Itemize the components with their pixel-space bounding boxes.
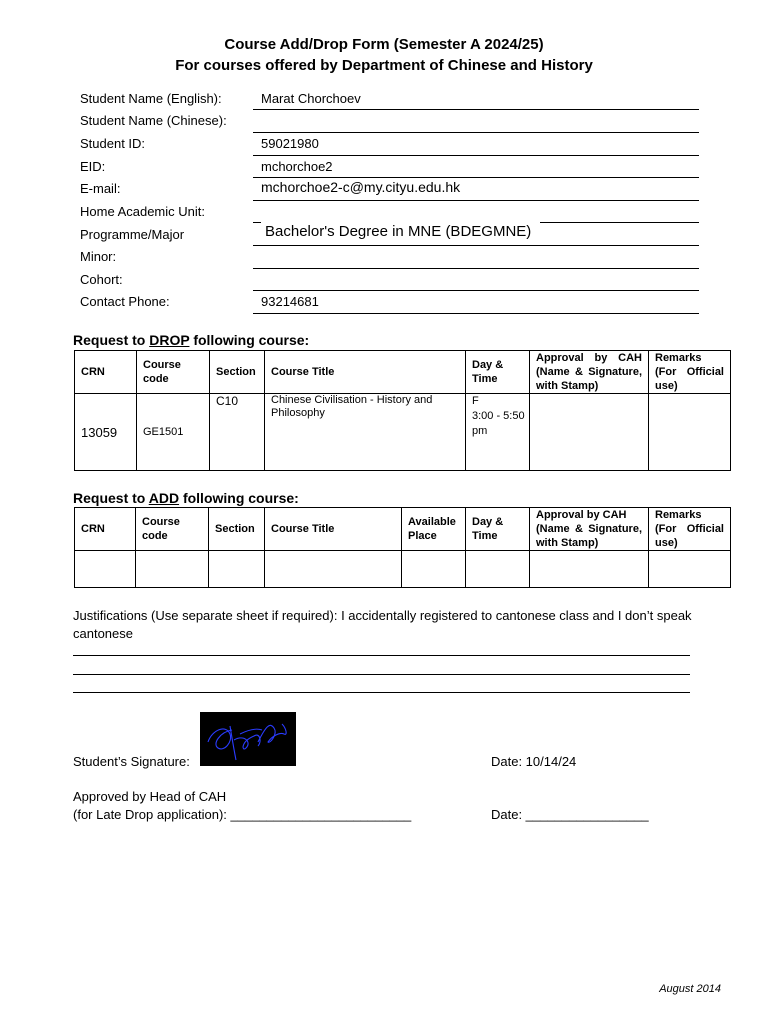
header-course-title: Course Title [265,351,466,394]
header-course-code: Course code [136,508,209,551]
cell-approval[interactable] [530,394,649,471]
header-approval: Approval by CAH (Name & Signature, with Stamp) [530,351,649,394]
signature-scribble-icon [200,712,296,766]
footer-date: August 2014 [659,983,721,995]
approval-line-2[interactable]: (for Late Drop application): _________________________ [73,807,412,822]
add-table [74,507,731,588]
field-line [253,245,699,246]
header-approval: Approval by CAH (Name & Signature, with Stamp) [530,508,649,551]
cell-day: F [472,395,479,407]
table-row [75,394,731,471]
header-remarks: Remarks (For Official use) [649,351,731,394]
label-student-name-chinese: Student Name (Chinese): [80,113,227,128]
header-day-time: Day & Time [466,351,530,394]
header-section: Section [209,508,265,551]
cell-course-title[interactable] [265,551,402,588]
label-student-name-english: Student Name (English): [80,91,222,106]
student-signature-label: Student’s Signature: [73,754,190,769]
approval-date[interactable]: Date: _________________ [491,807,649,822]
form-subtitle: For courses offered by Department of Chinese and History [175,57,593,74]
field-line [253,177,699,178]
signature-date[interactable]: Date: 10/14/24 [491,754,577,769]
approval-line-1: Approved by Head of CAH [73,789,227,804]
label-minor: Minor: [80,249,117,264]
label-student-id: Student ID: [80,136,146,151]
label-email: E-mail: [80,181,121,196]
cell-available-place[interactable] [402,551,466,588]
drop-table [74,350,731,471]
header-crn: CRN [75,351,137,394]
value-email[interactable]: mchorchoe2-c@my.cityu.edu.hk [261,179,461,195]
field-line [253,222,261,223]
form-title: Course Add/Drop Form (Semester A 2024/25) [224,36,544,53]
justification-line [73,674,690,675]
cell-crn[interactable]: 13059 [75,394,137,471]
cell-section[interactable] [209,551,265,588]
header-remarks: Remarks (For Official use) [649,508,731,551]
cell-course-title[interactable]: Chinese Civilisation - History and Philosophy [265,394,466,471]
value-student-name-english[interactable]: Marat Chorchoev [261,91,361,106]
add-table-header-row [75,508,731,551]
cell-remarks[interactable] [649,551,731,588]
drop-table-header-row [75,351,731,394]
table-row [75,551,731,588]
drop-section-title: Request to DROP following course: [73,332,310,348]
header-section: Section [210,351,265,394]
student-signature-image [200,712,296,766]
cell-approval[interactable] [530,551,649,588]
field-line [253,268,699,269]
value-student-id[interactable]: 59021980 [261,136,319,151]
field-line [253,200,699,201]
label-programme-major: Programme/Major [80,227,185,242]
cell-day-time[interactable] [466,394,530,471]
label-eid: EID: [80,159,106,174]
header-course-title: Course Title [265,508,402,551]
label-home-academic-unit: Home Academic Unit: [80,204,205,219]
field-line [253,313,699,314]
field-line [253,132,699,133]
field-line [540,222,699,223]
header-available-place: Available Place [402,508,466,551]
header-day-time: Day & Time [466,508,530,551]
justification-line [73,655,690,656]
value-eid[interactable]: mchorchoe2 [261,159,333,174]
label-cohort: Cohort: [80,272,123,287]
value-programme-major[interactable]: Bachelor's Degree in MNE (BDEGMNE) [265,223,532,240]
field-line [253,155,699,156]
header-course-code: Course code [137,351,210,394]
cell-remarks[interactable] [649,394,731,471]
field-line [253,109,699,110]
cell-day-time[interactable] [466,551,530,588]
header-crn: CRN [75,508,136,551]
justification-text[interactable]: Justifications (Use separate sheet if required): I accidentally registered to cantonese class and I don’t speak cantonese [73,608,692,641]
cell-course-code[interactable]: GE1501 [137,394,210,471]
cell-time: 3:00 - 5:50 pm [472,410,525,437]
field-line [253,290,699,291]
add-section-title: Request to ADD following course: [73,490,299,506]
cell-section[interactable]: C10 [210,394,265,471]
justification-line [73,692,690,693]
cell-course-code[interactable] [136,551,209,588]
cell-crn[interactable] [75,551,136,588]
value-contact-phone[interactable]: 93214681 [261,294,319,309]
label-contact-phone: Contact Phone: [80,294,170,309]
